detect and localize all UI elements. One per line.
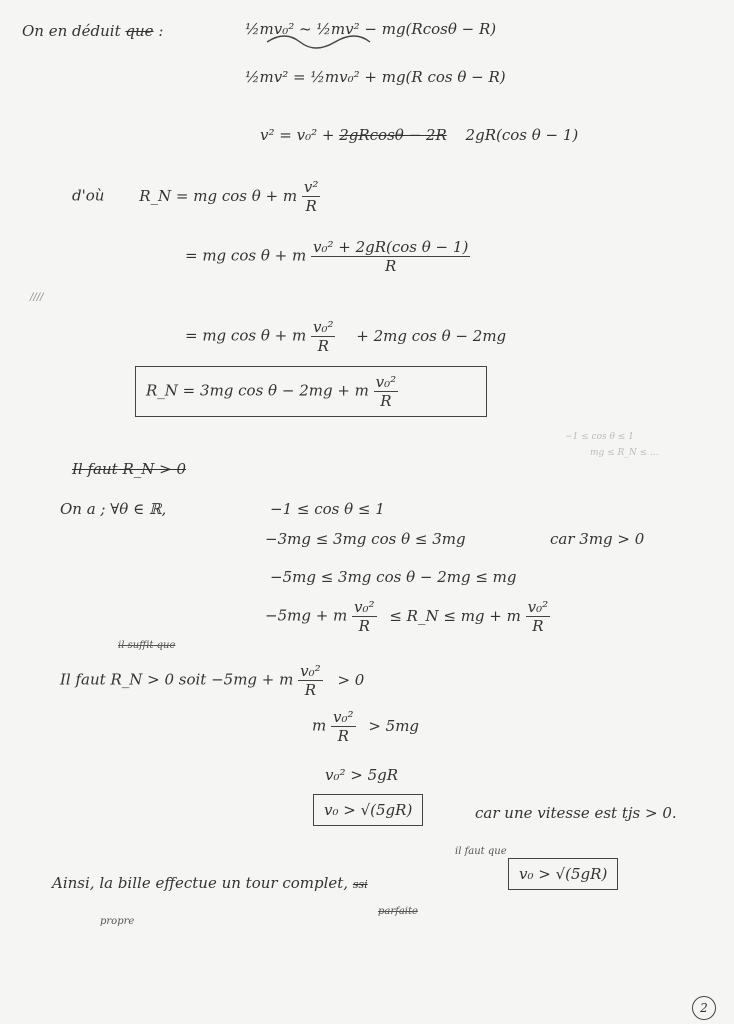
eq12-fraction: [298, 662, 323, 699]
line-intro: [22, 22, 163, 40]
eq13-den: R: [337, 727, 349, 745]
equation-2: ½mv² = ½mv₀² + mg(R cos θ − R): [245, 68, 506, 86]
equation-1: ½mv₀² ~ ½mv² − mg(Rcosθ − R): [245, 20, 497, 38]
struck-above-12: il suffit que: [118, 640, 176, 651]
eq5-fraction: [311, 238, 470, 275]
eq11-b: ≤ R_N ≤ mg + m: [389, 606, 521, 625]
eq6-num: v₀²: [312, 318, 334, 336]
eq4-den: R: [305, 197, 317, 215]
margin-scribble: ////: [30, 292, 44, 303]
eq12-num: v₀²: [300, 662, 321, 680]
struck-condition: Il faut R_N > 0: [72, 460, 187, 478]
eq12-den: R: [304, 681, 317, 699]
eq11-a: −5mg + m: [265, 606, 348, 625]
eq12-a: Il faut R_N > 0 soit −5mg + m: [60, 670, 294, 689]
result-box-rn: [135, 366, 487, 417]
colon: :: [158, 22, 164, 40]
intro-text: On en déduit: [22, 22, 121, 40]
equation-12: [60, 662, 364, 699]
equation-4: [72, 178, 320, 215]
equation-6: [185, 318, 506, 355]
box1-num: v₀²: [375, 373, 397, 391]
eq11-den: R: [358, 617, 370, 635]
doù-text: d'où: [72, 186, 105, 205]
eq11-fraction-1: [352, 598, 377, 635]
conclusion-line: [52, 874, 368, 892]
equation-10: −5mg ≤ 3mg cos θ − 2mg ≤ mg: [270, 568, 517, 586]
page-number-badge: 2: [692, 996, 716, 1020]
struck-word: que: [125, 22, 154, 40]
box1-den: R: [380, 392, 392, 410]
eq3-rhs: 2gR(cos θ − 1): [465, 126, 579, 144]
eq3-struck: 2gRcosθ − 2R: [339, 126, 447, 144]
result-box-final: v₀ > √(5gR): [508, 858, 618, 890]
conclusion-struck: ssi: [352, 878, 368, 891]
eq13-fraction: [331, 708, 356, 745]
eq6-lhs: = mg cos θ + m: [185, 326, 307, 345]
eq13-b: > 5mg: [368, 716, 420, 735]
eq11-fraction-2: [526, 598, 551, 635]
eq6-fraction: [311, 318, 336, 355]
eq13-num: v₀²: [333, 708, 354, 726]
eq4-lhs: R_N = mg cos θ + m: [139, 186, 298, 205]
reason-9: car 3mg > 0: [550, 530, 645, 548]
small-propre: propre: [100, 916, 135, 927]
result-box-v0: v₀ > √(5gR): [313, 794, 423, 826]
faint-note-1: −1 ≤ cos θ ≤ 1: [565, 432, 634, 442]
line-on-a: On a ; ∀θ ∈ ℝ,: [60, 500, 167, 518]
box1-lhs: R_N = 3mg cos θ − 2mg + m: [146, 381, 369, 400]
eq3-lhs: v² = v₀² +: [260, 126, 335, 144]
eq11-num2: v₀²: [527, 598, 549, 616]
eq6-den: R: [317, 337, 329, 355]
eq4-fraction: [302, 178, 321, 215]
equation-8: −1 ≤ cos θ ≤ 1: [270, 500, 385, 518]
equation-9: −3mg ≤ 3mg cos θ ≤ 3mg: [265, 530, 466, 548]
struck-parfaite: parfaite: [378, 906, 418, 917]
eq5-num: v₀² + 2gR(cos θ − 1): [312, 238, 469, 256]
reason-15: car une vitesse est tjs > 0.: [475, 804, 677, 822]
faint-note-2: mg ≤ R_N ≤ ...: [590, 448, 659, 458]
eq11-num: v₀²: [354, 598, 375, 616]
eq4-num: v²: [303, 178, 319, 196]
eq13-a: m: [312, 716, 327, 735]
conclusion-text: Ainsi, la bille effectue un tour complet,: [52, 874, 349, 892]
equation-11: [265, 598, 550, 635]
scribble-mark: [265, 30, 385, 50]
equation-3: [260, 126, 578, 144]
small-above-16: il faut que: [455, 846, 507, 857]
equation-14: v₀² > 5gR: [325, 766, 399, 784]
eq6-rhs: + 2mg cos θ − 2mg: [356, 326, 507, 345]
eq5-lhs: = mg cos θ + m: [185, 246, 307, 265]
equation-13: [312, 708, 419, 745]
eq12-b: > 0: [337, 670, 365, 689]
eq5-den: R: [384, 257, 397, 275]
box1-fraction: [374, 373, 399, 410]
equation-5: [185, 238, 470, 275]
eq11-den2: R: [532, 617, 544, 635]
